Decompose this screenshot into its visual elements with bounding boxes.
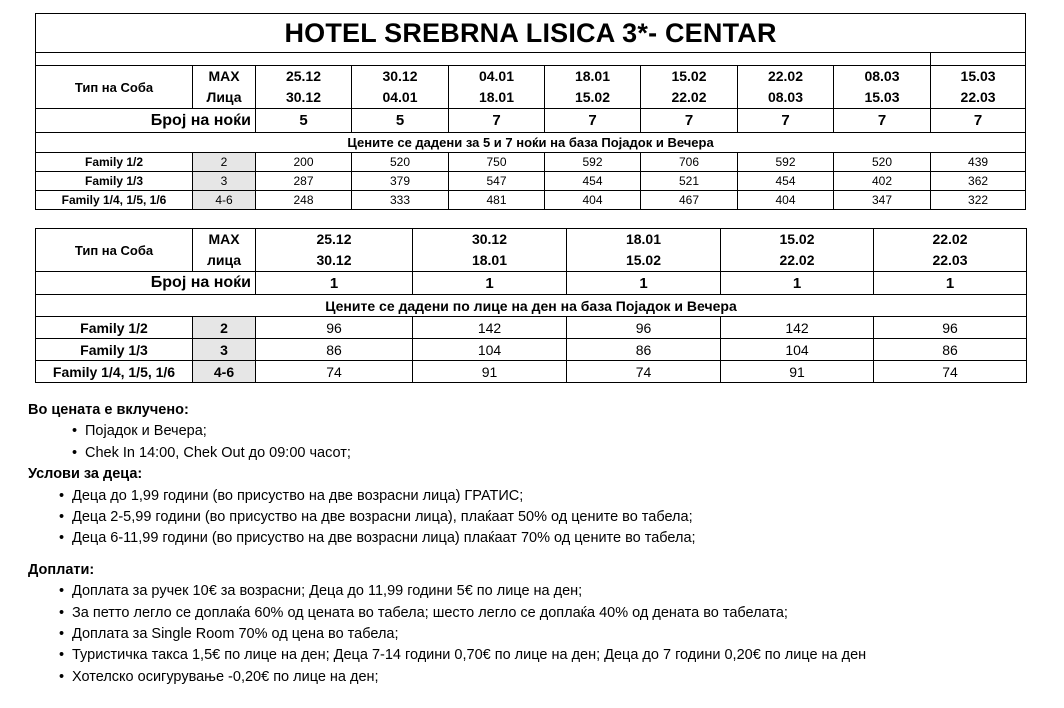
period-header: 25.12 30.12 — [256, 229, 413, 272]
price-cell: 521 — [641, 172, 738, 191]
price-cell: 592 — [545, 153, 641, 172]
list-item: • Chek In 14:00, Chek Out до 09:00 часот; — [85, 443, 1048, 464]
price-cell: 86 — [874, 339, 1027, 361]
table-row — [36, 172, 1026, 191]
max-persons-cell: 2 — [193, 317, 256, 339]
table-row — [36, 153, 1026, 172]
price-cell: 750 — [449, 153, 545, 172]
pricing-note: Цените се дадени по лице на ден на база Појадок и Вечера — [36, 295, 1027, 317]
nights-cell: 7 — [834, 109, 931, 133]
period-header: 08.03 15.03 — [834, 66, 931, 109]
nights-cell: 7 — [449, 109, 545, 133]
list-item: • Деца до 1,99 години (во присуство на две возрасни лица) ГРАТИС; — [72, 486, 1048, 507]
room-type-cell: Family 1/4, 1/5, 1/6 — [36, 361, 193, 383]
period-header: 15.02 22.02 — [721, 229, 874, 272]
max-persons-header: MAX лица — [193, 229, 256, 272]
price-cell: 248 — [256, 191, 352, 210]
nights-row — [36, 272, 1027, 295]
nights-cell: 1 — [721, 272, 874, 295]
room-type-cell: Family 1/2 — [36, 153, 193, 172]
price-cell: 547 — [449, 172, 545, 191]
price-cell: 404 — [738, 191, 834, 210]
room-type-header: Тип на Соба — [36, 66, 193, 109]
nights-row — [36, 109, 1026, 133]
price-cell: 454 — [738, 172, 834, 191]
period-header: 25.12 30.12 — [256, 66, 352, 109]
note-row — [36, 295, 1027, 317]
period-header: 30.12 04.01 — [352, 66, 449, 109]
price-table-stays — [35, 13, 1026, 210]
price-table-per-day — [35, 228, 1027, 383]
included-list — [28, 421, 1048, 464]
price-cell: 96 — [567, 317, 721, 339]
price-cell: 91 — [413, 361, 567, 383]
period-header: 18.01 15.02 — [545, 66, 641, 109]
list-item: • Доплата за ручек 10€ за возрасни; Деца до 11,99 години 5€ по лице на ден; — [72, 581, 1048, 602]
list-item: • Појадок и Вечера; — [85, 421, 1048, 442]
room-type-cell: Family 1/3 — [36, 172, 193, 191]
price-cell: 104 — [413, 339, 567, 361]
header-row — [36, 229, 1027, 272]
period-header: 22.02 08.03 — [738, 66, 834, 109]
price-cell: 322 — [931, 191, 1026, 210]
price-cell: 481 — [449, 191, 545, 210]
price-cell: 379 — [352, 172, 449, 191]
price-cell: 74 — [567, 361, 721, 383]
list-item: • За петто легло се доплаќа 60% од цената во табела; шесто легло се доплаќа 40% од дената во табелата; — [72, 603, 1048, 624]
spacer-row — [36, 53, 1026, 66]
price-cell: 287 — [256, 172, 352, 191]
list-item: • Хотелско осигурување -0,20€ по лице на ден; — [72, 667, 1048, 688]
nights-label: Број на ноќи — [36, 272, 256, 295]
nights-cell: 1 — [874, 272, 1027, 295]
price-cell: 74 — [874, 361, 1027, 383]
price-cell: 362 — [931, 172, 1026, 191]
price-cell: 439 — [931, 153, 1026, 172]
price-cell: 200 — [256, 153, 352, 172]
list-item: • Деца 6-11,99 години (во присуство на две возрасни лица) плаќаат 70% од цените во табела; — [72, 528, 1048, 549]
price-cell: 592 — [738, 153, 834, 172]
supplements-heading: Доплати: — [28, 561, 95, 578]
price-cell: 142 — [721, 317, 874, 339]
period-header: 15.03 22.03 — [931, 66, 1026, 109]
nights-cell: 1 — [256, 272, 413, 295]
price-cell: 404 — [545, 191, 641, 210]
max-persons-cell: 4-6 — [193, 361, 256, 383]
max-persons-cell: 3 — [193, 339, 256, 361]
max-persons-cell: 4-6 — [193, 191, 256, 210]
terms-section — [28, 400, 1048, 688]
price-cell: 402 — [834, 172, 931, 191]
list-item: • Деца 2-5,99 години (во присуство на две возрасни лица), плаќаат 50% од цените во табела; — [72, 507, 1048, 528]
nights-cell: 1 — [413, 272, 567, 295]
spacer — [28, 550, 1048, 560]
nights-cell: 5 — [256, 109, 352, 133]
room-type-cell: Family 1/3 — [36, 339, 193, 361]
period-header: 15.02 22.02 — [641, 66, 738, 109]
nights-cell: 7 — [641, 109, 738, 133]
max-persons-cell: 2 — [193, 153, 256, 172]
table-row — [36, 191, 1026, 210]
table-row — [36, 339, 1027, 361]
table-row — [36, 361, 1027, 383]
period-header: 18.01 15.02 — [567, 229, 721, 272]
nights-cell: 5 — [352, 109, 449, 133]
nights-cell: 7 — [931, 109, 1026, 133]
price-cell: 467 — [641, 191, 738, 210]
list-item: • Доплата за Single Room 70% од цена во табела; — [72, 624, 1048, 645]
period-header: 22.02 22.03 — [874, 229, 1027, 272]
price-cell: 86 — [256, 339, 413, 361]
nights-label: Број на ноќи — [36, 109, 256, 133]
children-heading: Услови за деца: — [28, 466, 143, 483]
table-row — [36, 317, 1027, 339]
header-row — [36, 66, 1026, 109]
supplements-list — [28, 581, 1048, 688]
price-cell: 454 — [545, 172, 641, 191]
period-header: 04.01 18.01 — [449, 66, 545, 109]
room-type-header: Тип на Соба — [36, 229, 193, 272]
price-cell: 96 — [256, 317, 413, 339]
nights-cell: 7 — [738, 109, 834, 133]
price-cell: 74 — [256, 361, 413, 383]
hotel-title: HOTEL SREBRNA LISICA 3*- CENTAR — [36, 14, 1026, 53]
children-list — [28, 486, 1048, 550]
price-cell: 706 — [641, 153, 738, 172]
nights-cell: 7 — [545, 109, 641, 133]
period-header: 30.12 18.01 — [413, 229, 567, 272]
price-cell: 96 — [874, 317, 1027, 339]
price-cell: 333 — [352, 191, 449, 210]
max-persons-header: MAX Лица — [193, 66, 256, 109]
room-type-cell: Family 1/4, 1/5, 1/6 — [36, 191, 193, 210]
room-type-cell: Family 1/2 — [36, 317, 193, 339]
price-cell: 86 — [567, 339, 721, 361]
note-row — [36, 133, 1026, 153]
price-cell: 520 — [834, 153, 931, 172]
list-item: • Туристичка такса 1,5€ по лице на ден; Деца 7-14 години 0,70€ по лице на ден; Деца до 7 години 0,20€ по лице на ден — [72, 645, 1048, 666]
price-cell: 520 — [352, 153, 449, 172]
price-cell: 142 — [413, 317, 567, 339]
price-cell: 91 — [721, 361, 874, 383]
price-cell: 104 — [721, 339, 874, 361]
nights-cell: 1 — [567, 272, 721, 295]
pricing-note: Цените се дадени за 5 и 7 ноќи на база Појадок и Вечера — [36, 133, 1026, 153]
included-heading: Во цената е вклучено: — [28, 402, 189, 418]
max-persons-cell: 3 — [193, 172, 256, 191]
price-cell: 347 — [834, 191, 931, 210]
